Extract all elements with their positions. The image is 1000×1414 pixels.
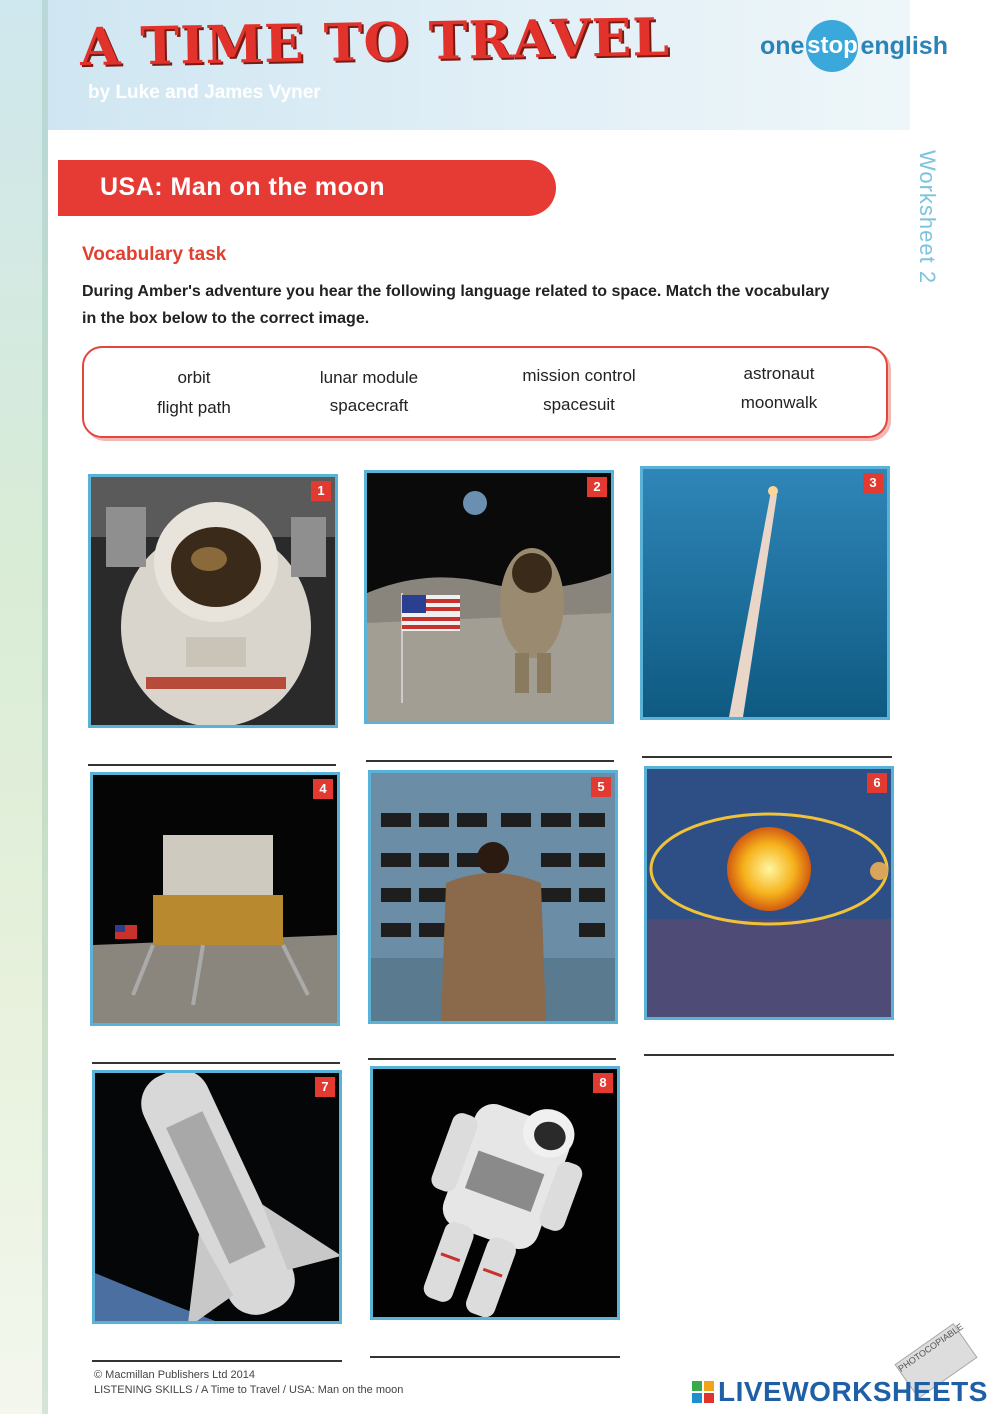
answer-line-1[interactable] <box>88 764 336 766</box>
image-number: 1 <box>311 481 331 501</box>
byline: by Luke and James Vyner <box>88 82 321 103</box>
vocab-word: lunar module <box>319 368 419 387</box>
answer-line-6[interactable] <box>644 1054 894 1056</box>
liveworksheets-logo-icon <box>692 1381 714 1403</box>
brand-logo <box>760 26 948 66</box>
image-6-orbit <box>644 766 894 1020</box>
section-title: USA: Man on the moon <box>100 173 385 201</box>
vocab-word: spacesuit <box>543 395 615 414</box>
image-3-rocket-flight-path <box>640 466 890 720</box>
vocab-word: orbit <box>177 368 211 387</box>
vocabulary-box <box>82 346 888 438</box>
answer-line-7[interactable] <box>92 1360 342 1362</box>
brand-left: one <box>760 31 805 60</box>
image-4-lunar-module <box>90 772 340 1026</box>
image-number: 8 <box>593 1073 613 1093</box>
answer-line-3[interactable] <box>642 756 892 758</box>
answer-line-5[interactable] <box>368 1058 616 1060</box>
image-number: 4 <box>313 779 333 799</box>
answer-line-8[interactable] <box>370 1356 620 1358</box>
vocab-word: mission control <box>522 366 636 385</box>
vocab-word: moonwalk <box>740 393 818 412</box>
task-instructions: During Amber's adventure you hear the following language related to space. Match the vocabulary in the box below to the correct image. <box>82 283 830 327</box>
liveworksheets-watermark <box>692 1376 988 1408</box>
brand-right: english <box>860 31 948 60</box>
photocopiable-stamp: PHOTOCOPIABLE <box>894 1323 977 1399</box>
vocab-word: astronaut <box>743 364 815 383</box>
answer-line-4[interactable] <box>92 1062 340 1064</box>
footer-credit: LISTENING SKILLS / A Time to Travel / USA: Man on the moon <box>94 1384 404 1396</box>
series-logo-title: A TIME TO TRAVEL <box>79 6 671 79</box>
answer-line-2[interactable] <box>366 760 614 762</box>
worksheet-label: Worksheet 2 <box>915 150 940 285</box>
vocab-word: spacecraft <box>329 396 409 415</box>
watermark-text: LIVEWORKSHEETS <box>718 1376 988 1407</box>
image-5-mission-control <box>368 770 618 1024</box>
image-number: 6 <box>867 773 887 793</box>
vocab-word: flight path <box>157 398 231 417</box>
image-7-space-shuttle <box>92 1070 342 1324</box>
image-1-astronaut-closeup <box>88 474 338 728</box>
image-number: 7 <box>315 1077 335 1097</box>
image-2-moonwalk <box>364 470 614 724</box>
brand-middle: stop <box>806 20 858 72</box>
task-heading: Vocabulary task <box>82 244 227 265</box>
image-number: 5 <box>591 777 611 797</box>
copyright: © Macmillan Publishers Ltd 2014 <box>94 1369 255 1381</box>
image-number: 2 <box>587 477 607 497</box>
footer <box>94 1368 403 1398</box>
image-number: 3 <box>863 473 883 493</box>
image-8-spacesuit <box>370 1066 620 1320</box>
left-decorative-strip <box>0 0 48 1414</box>
